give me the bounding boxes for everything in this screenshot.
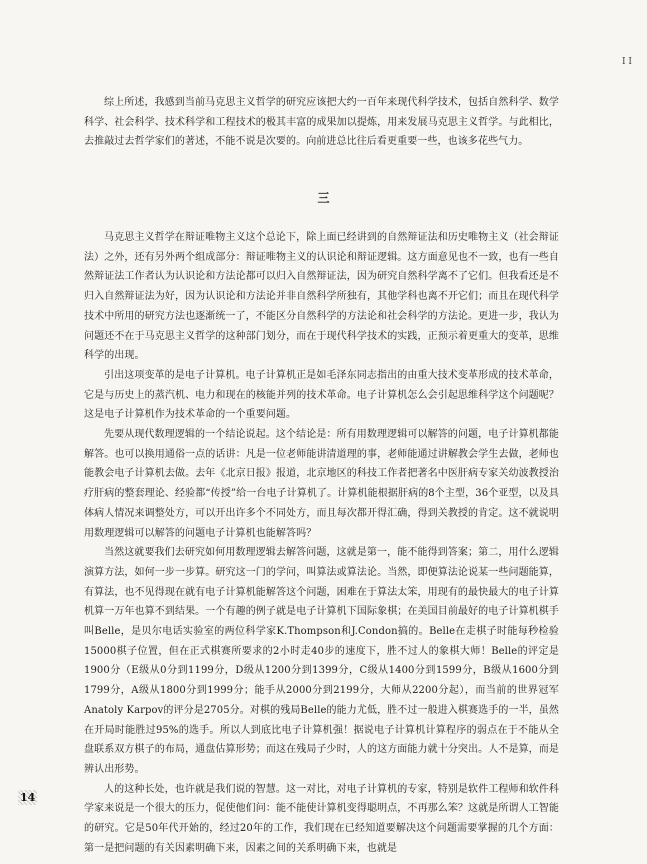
page-number: 14: [20, 791, 36, 804]
text-block-intro: [84, 93, 559, 152]
corner-mark: I I: [622, 57, 632, 67]
paragraph: 当然这就要我们去研究如何用数理逻辑去解答问题，这就是第一，能不能得到答案；第二，用什么逻辑演算方法，如何一步一步算。研究这一门的学问，叫算法或算法论。当然，即便算法论说某一些问题能算，有算法，也不见得现在就有电子计算机能解答这个问题，困难在于算法太笨，用现有的最快最大的电子计算机算一万年也算不到结果。一个有趣的例子就是电子计算机下国际象棋；在美国目前最好的电子计算机棋手叫Belle，是贝尔电话实验室的两位科学家K.Thompson和J.Condon搞的。Belle在走棋子时能每秒检验15000棋子位置，但在正式棋赛所要求的2小时走40步的速度下，胜不过人的象棋大师！Belle的评定是1900分（E级从0分到1199分，D级从1200分到1399分，C级从1400分到1599分，B级从1600分到1799分，A级从1800分到1999分；能手从2000分到2199分，大师从2200分起），而当前的世界冠军Anatoly Karpov的评分是2705分。对棋的残局Belle的能力尤低，胜不过一般进入棋赛选手的一半，虽然在开局时能胜过95%的选手。所以人到底比电子计算机强！据说电子计算机计算程序的弱点在于不能从全盘联系双方棋子的布局，通盘估算形势；而这在残局子少时，人的这方面能力就十分突出。人不是算，而是辨认出形势。: [84, 547, 559, 775]
section-heading: 三: [317, 191, 330, 205]
paragraph: 先要从现代数理逻辑的一个结论说起。这个结论是：所有用数理逻辑可以解答的问题，电子计算机都能解答。也可以换用通俗一点的话讲：凡是一位老师能讲清道理的事，老师能通过讲解教会学生去做，老师也能教会电子计算机去做。去年《北京日报》报道，北京地区的科技工作者把著名中医肝病专家关幼波教授治疗肝病的整套理论、经验都“传授”给一台电子计算机了。计算机能根据肝病的8个主型，36个亚型，以及具体病人情况来调整处方，可以开出许多个不同处方，而且每次都开得汇确，得到关教授的肯定。这不就说明用数理逻辑可以解答的问题电子计算机也能解答吗？: [84, 429, 559, 539]
text-block-main: [84, 228, 559, 859]
paragraph: 马克思主义哲学在辩证唯物主义这个总论下，除上面已经讲到的自然辩证法和历史唯物主义（社会辩证法）之外，还有另外两个组成部分：辩证唯物主义的认识论和辩证逻辑。这方面意见也不一致，也有一些自然辩证法工作者认为认识论和方法论都可以归入自然辩证法，因为研究自然科学离不了它们。但我看还是不归入自然辩证法为好，因为认识论和方法论并非自然科学所独有，其他学科也离不开它们；而且在现代科学技术中所用的研究方法也逐渐统一了，不能区分自然科学的方法论和社会科学的方法论。更进一步，我认为问题还不在于马克思主义哲学的这种部门划分，而在于现代科学技术的实践，正预示着更重大的变革，思维科学的出现。: [84, 232, 559, 362]
paragraph: 综上所述，我感到当前马克思主义哲学的研究应该把大约一百年来现代科学技术，包括自然科学、数学科学、社会科学、技术科学和工程技术的极其丰富的成果加以提炼，用来发展马克思主义哲学。与此相比，去推敲过去哲学家们的著述，不能不说是次要的。向前进总比往后看更重要一些，也该多花些气力。: [84, 97, 559, 148]
paragraph: 引出这项变革的是电子计算机。电子计算机正是如毛泽东同志指出的由重大技术变革形成的技术革命，它是与历史上的蒸汽机、电力和现在的核能并列的技术革命。电子计算机怎么会引起思维科学这个问题呢？这是电子计算机作为技术革命的一个重要问题。: [84, 369, 559, 421]
paragraph: 人的这种长处，也许就是我们说的智慧。这一对比，对电子计算机的专家，特别是软件工程师和软件科学家来说是一个很大的压力，促使他们问：能不能使计算机变得聪明点，不再那么笨？这就是所谓人工智能的研究。它是50年代开始的，经过20年的工作，我们现在已经知道要解决这个问题需要掌握的几个方面：第一是把问题的有关因素明确下来，因素之间的关系明确下来，也就是: [84, 783, 559, 854]
